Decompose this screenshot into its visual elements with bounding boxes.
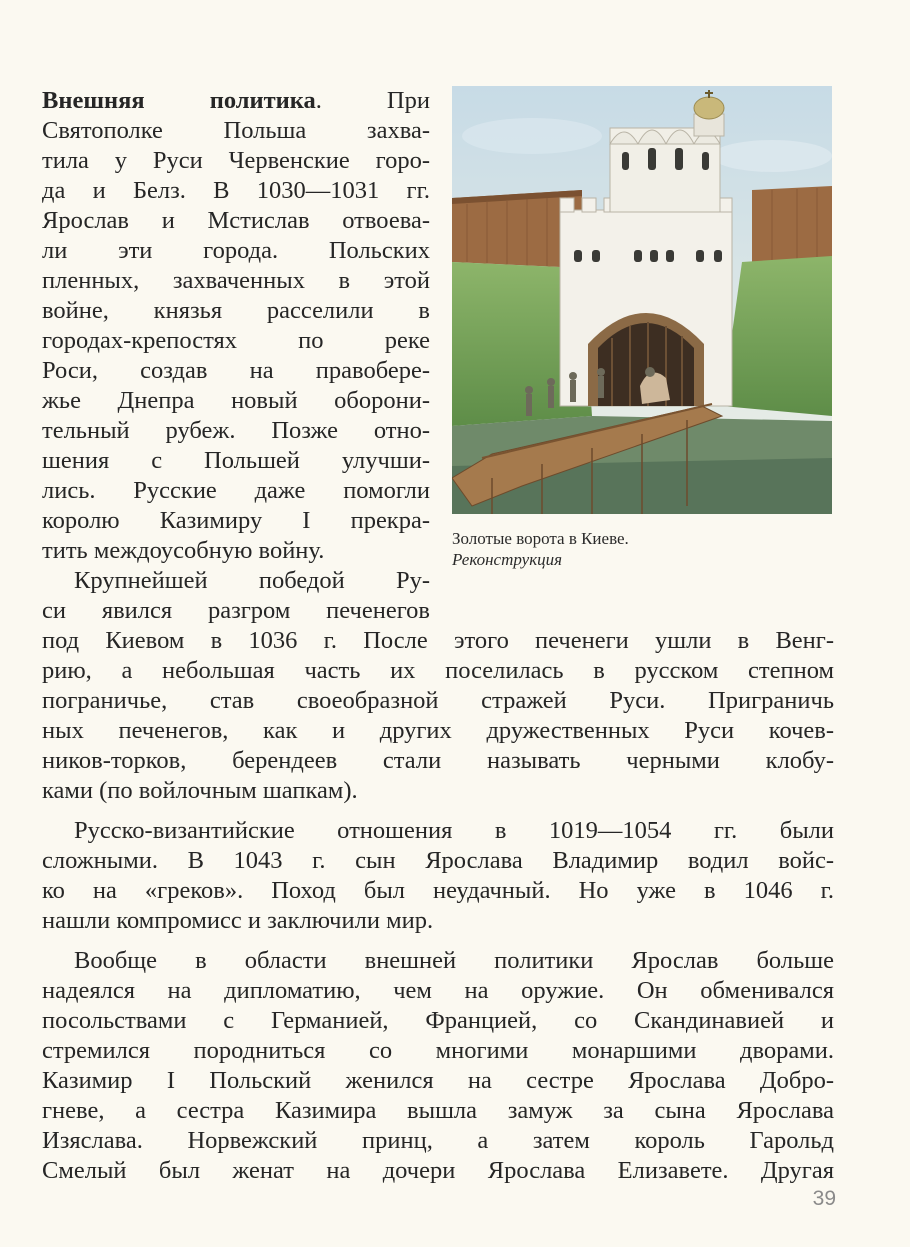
text-line: Русско-византийские отношения в 1019—1054 гг. были — [74, 817, 834, 844]
text-line: королю Казимиру I прекра- — [42, 507, 430, 534]
text-line: рию, а небольшая часть их поселилась в русском степном — [42, 657, 834, 684]
text-line: надеялся на дипломатию, чем на оружие. Он обменивался — [42, 977, 834, 1004]
figure-caption — [452, 528, 832, 570]
text-line: Вообще в области внешней политики Ярослав больше — [74, 947, 834, 974]
text-line: Внешняя политика. При — [42, 87, 430, 114]
text-line: Роси, создав на правобере- — [42, 357, 430, 384]
text-line: Крупнейшей победой Ру- — [74, 567, 430, 594]
text-line: войне, князья расселили в — [42, 297, 430, 324]
text-line: Святополке Польша захва- — [42, 117, 430, 144]
text-line: городах-крепостях по реке — [42, 327, 430, 354]
text-line: стремился породниться со многими монаршими дворами. — [42, 1037, 834, 1064]
text-line: тельный рубеж. Позже отно- — [42, 417, 430, 444]
text-line: гневе, а сестра Казимира вышла замуж за сына Ярослава — [42, 1097, 834, 1124]
text-line: жье Днепра новый оборони- — [42, 387, 430, 414]
section-heading: Внешняя политика — [42, 87, 316, 114]
text-line: шения с Польшей улучши- — [42, 447, 430, 474]
text-line: Смелый был женат на дочери Ярослава Елизавете. Другая — [42, 1157, 834, 1184]
page-number: 39 — [812, 1187, 836, 1210]
text-line: под Киевом в 1036 г. После этого печенеги ушли в Венг- — [42, 627, 834, 654]
text-line: Ярослав и Мстислав отвоева- — [42, 207, 430, 234]
caption-title: Золотые ворота в Киеве. — [452, 529, 629, 548]
text-line: пограничье, став своеобразной стражей Руси. Приграничь — [42, 687, 834, 714]
text-line: пленных, захваченных в этой — [42, 267, 430, 294]
text-line: Казимир I Польский женился на сестре Ярослава Добро- — [42, 1067, 834, 1094]
text-line: посольствами с Германией, Францией, со Скандинавией и — [42, 1007, 834, 1034]
text-line: ли эти города. Польских — [42, 237, 430, 264]
text-line: Изяслава. Норвежский принц, а затем король Гарольд — [42, 1127, 834, 1154]
text-line: ками (по войлочным шапкам). — [42, 777, 358, 804]
text-line: нашли компромисс и заключили мир. — [42, 907, 434, 934]
text-line: тила у Руси Червенские горо- — [42, 147, 430, 174]
text-line: ников-торков, берендеев стали называть черными клобу- — [42, 747, 834, 774]
text-line: лись. Русские даже помогли — [42, 477, 430, 504]
text-line: ко на «греков». Поход был неудачный. Но уже в 1046 г. — [42, 877, 834, 904]
caption-subtitle: Реконструкция — [452, 550, 563, 569]
golden-gate-illustration — [452, 86, 832, 514]
text-line: ных печенегов, как и других дружественных Руси кочев- — [42, 717, 834, 744]
text-line: да и Белз. В 1030—1031 гг. — [42, 177, 430, 204]
text-line: си явился разгром печенегов — [42, 597, 430, 624]
text-line: сложными. В 1043 г. сын Ярослава Владимир водил войс- — [42, 847, 834, 874]
text-line: тить междоусобную войну. — [42, 537, 325, 564]
